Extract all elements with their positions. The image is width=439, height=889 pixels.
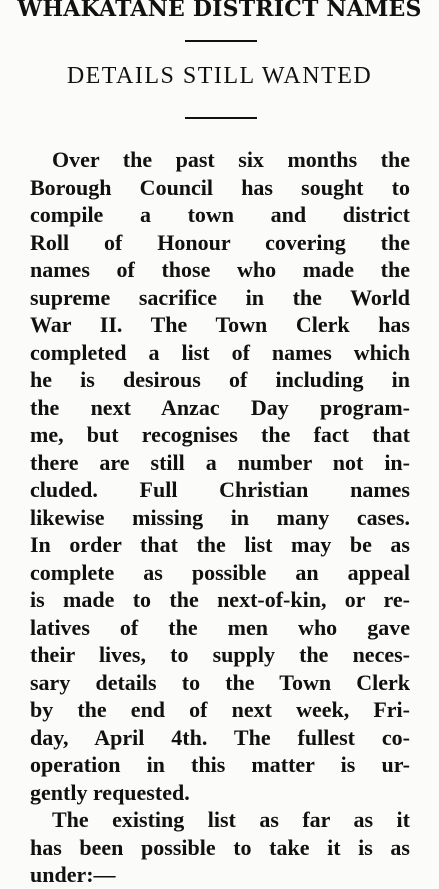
body-line: operation in this matter is ur- <box>30 752 410 777</box>
body-line: he is desirous of including in <box>30 367 410 392</box>
body-line: Borough Council has sought to <box>30 174 410 200</box>
body-line: In order that the list may be as <box>30 532 410 557</box>
body-line: cluded. Full Christian names <box>30 477 410 502</box>
body-line: is made to the next-of-kin, or re- <box>30 587 410 612</box>
body-line: there are still a number not in- <box>30 449 410 475</box>
article-subheading: DETAILS STILL WANTED <box>66 63 373 89</box>
body-line: complete as possible an appeal <box>30 559 410 585</box>
body-line: likewise missing in many cases. <box>30 504 410 530</box>
body-line: latives of the men who gave <box>30 614 410 640</box>
body-line: by the end of next week, Fri- <box>30 697 410 722</box>
body-line: me, but recognises the fact that <box>30 422 410 447</box>
body-line: War II. The Town Clerk has <box>30 312 410 337</box>
body-line: names of those who made the <box>30 257 410 282</box>
body-line: their lives, to supply the neces- <box>30 642 410 667</box>
body-line: day, April 4th. The fullest co- <box>30 724 410 750</box>
article-headline: WHAKATANE DISTRICT NAMES <box>17 0 422 22</box>
body-line: the next Anzac Day program- <box>30 394 410 420</box>
headline-divider <box>185 40 257 42</box>
body-line: Over the past six months the <box>52 147 410 172</box>
body-line: sary details to the Town Clerk <box>30 669 410 695</box>
body-line: completed a list of names which <box>30 339 410 365</box>
body-line: The existing list as far as it <box>52 807 410 832</box>
body-line: Roll of Honour covering the <box>30 229 410 255</box>
body-line: compile a town and district <box>30 202 410 227</box>
body-line: has been possible to take it is as <box>30 834 410 860</box>
body-line: under:— <box>30 862 116 887</box>
subheading-divider <box>185 117 257 119</box>
body-line: supreme sacrifice in the World <box>30 284 410 310</box>
body-line: gently requested. <box>30 779 190 805</box>
